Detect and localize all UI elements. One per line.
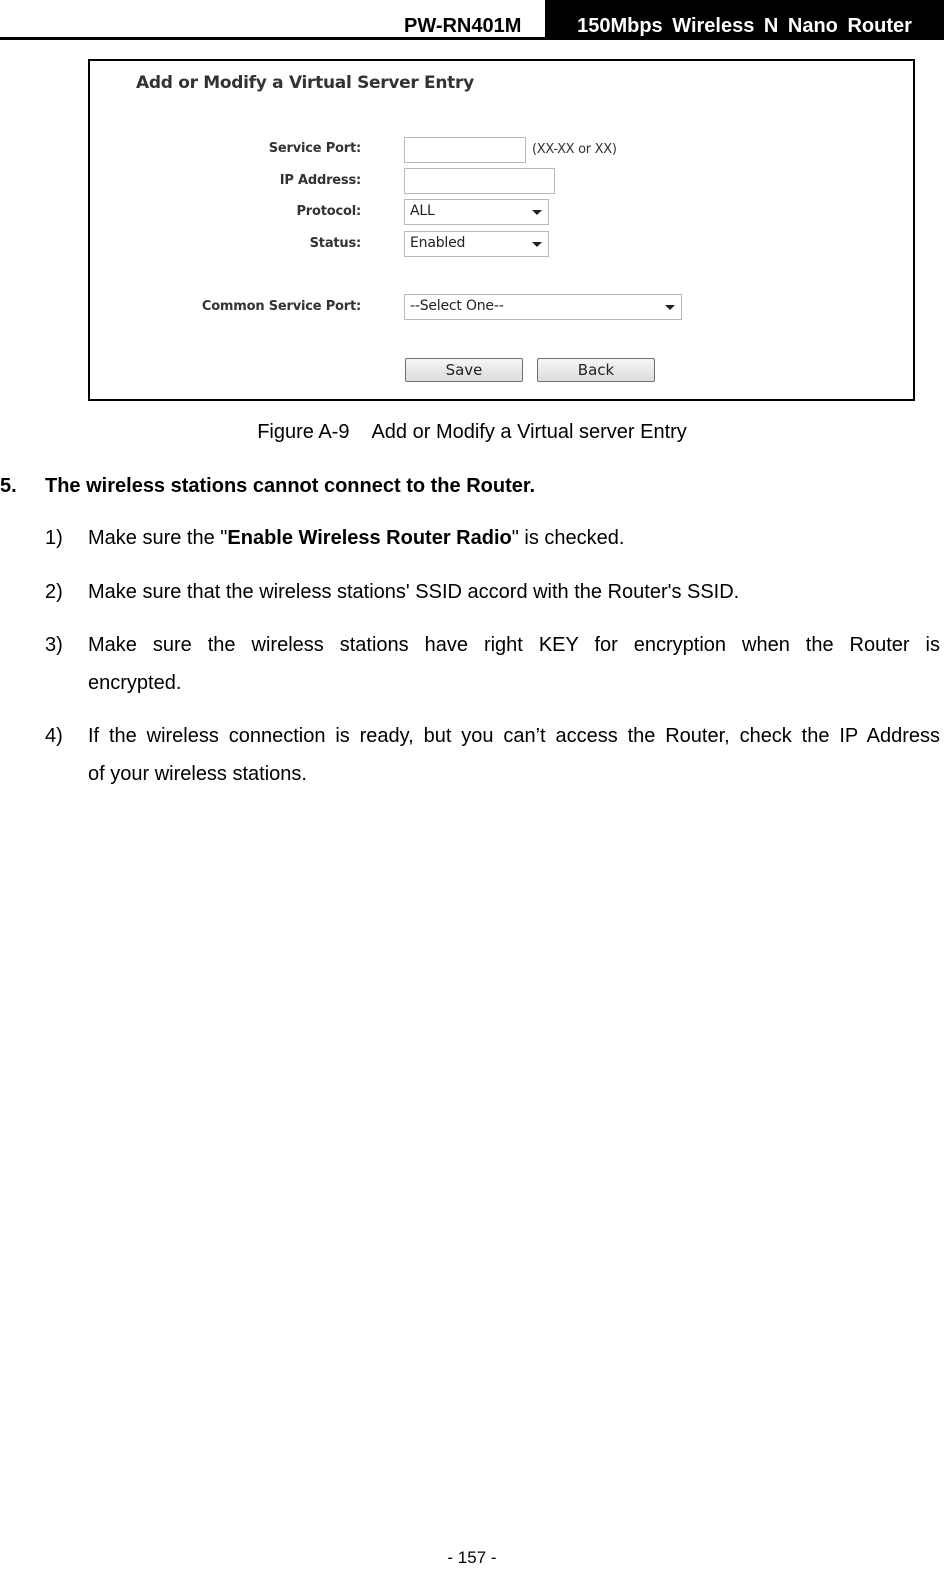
service-port-hint: (XX-XX or XX) xyxy=(532,142,617,157)
chevron-down-icon xyxy=(665,305,675,310)
common-service-port-select[interactable] xyxy=(404,294,682,320)
status-select[interactable] xyxy=(404,231,549,257)
header-rule xyxy=(0,37,944,40)
list-item xyxy=(0,626,940,702)
list-item-text-continued: encrypted. xyxy=(88,672,182,694)
document-product-title: 150Mbps Wireless N Nano Router xyxy=(545,0,944,38)
save-button[interactable]: Save xyxy=(405,358,523,382)
list-item-text: If the wireless connection is ready, but you can’t access the Router, check the IP Address xyxy=(88,725,940,747)
list-item-text-continued: of your wireless stations. xyxy=(88,763,307,785)
common-service-port-label: Common Service Port: xyxy=(201,299,361,314)
ip-address-label: IP Address: xyxy=(279,173,361,188)
virtual-server-form-figure xyxy=(88,59,915,401)
list-item-text: Make sure the wireless stations have right KEY for encryption when the Router is xyxy=(88,634,940,656)
chevron-down-icon xyxy=(532,210,542,215)
document-model-name: PW-RN401M xyxy=(404,15,522,37)
list-item-text: Make sure that the wireless stations' SSID accord with the Router's SSID. xyxy=(88,581,740,603)
protocol-label: Protocol: xyxy=(296,204,361,219)
figure-caption-text: Add or Modify a Virtual server Entry xyxy=(371,421,687,443)
figure-caption xyxy=(0,420,944,444)
section-number: 5. xyxy=(0,475,17,497)
status-selected-value: Enabled xyxy=(410,235,466,251)
service-port-input[interactable] xyxy=(404,137,526,163)
ip-address-input[interactable] xyxy=(404,168,555,194)
list-item-number: 1) xyxy=(45,527,63,549)
common-service-port-selected-value: --Select One-- xyxy=(410,298,504,314)
list-item-number: 3) xyxy=(45,634,63,656)
figure-number: Figure A-9 xyxy=(257,421,350,443)
chevron-down-icon xyxy=(532,242,542,247)
protocol-select[interactable] xyxy=(404,199,549,225)
list-item-text: Make sure the "Enable Wireless Router Radio" is checked. xyxy=(88,527,625,549)
list-item-number: 4) xyxy=(45,725,63,747)
list-item-number: 2) xyxy=(45,581,63,603)
back-button[interactable]: Back xyxy=(537,358,655,382)
list-item xyxy=(0,717,940,793)
list-item xyxy=(0,519,940,557)
form-title: Add or Modify a Virtual Server Entry xyxy=(136,73,474,93)
protocol-selected-value: ALL xyxy=(410,203,435,219)
page-number: - 157 - xyxy=(447,1548,497,1567)
list-item xyxy=(0,573,940,611)
section-title: The wireless stations cannot connect to the Router. xyxy=(45,475,536,497)
section-heading xyxy=(0,474,535,498)
service-port-label: Service Port: xyxy=(268,141,361,156)
setting-name: Enable Wireless Router Radio xyxy=(227,527,512,549)
status-label: Status: xyxy=(309,236,361,251)
